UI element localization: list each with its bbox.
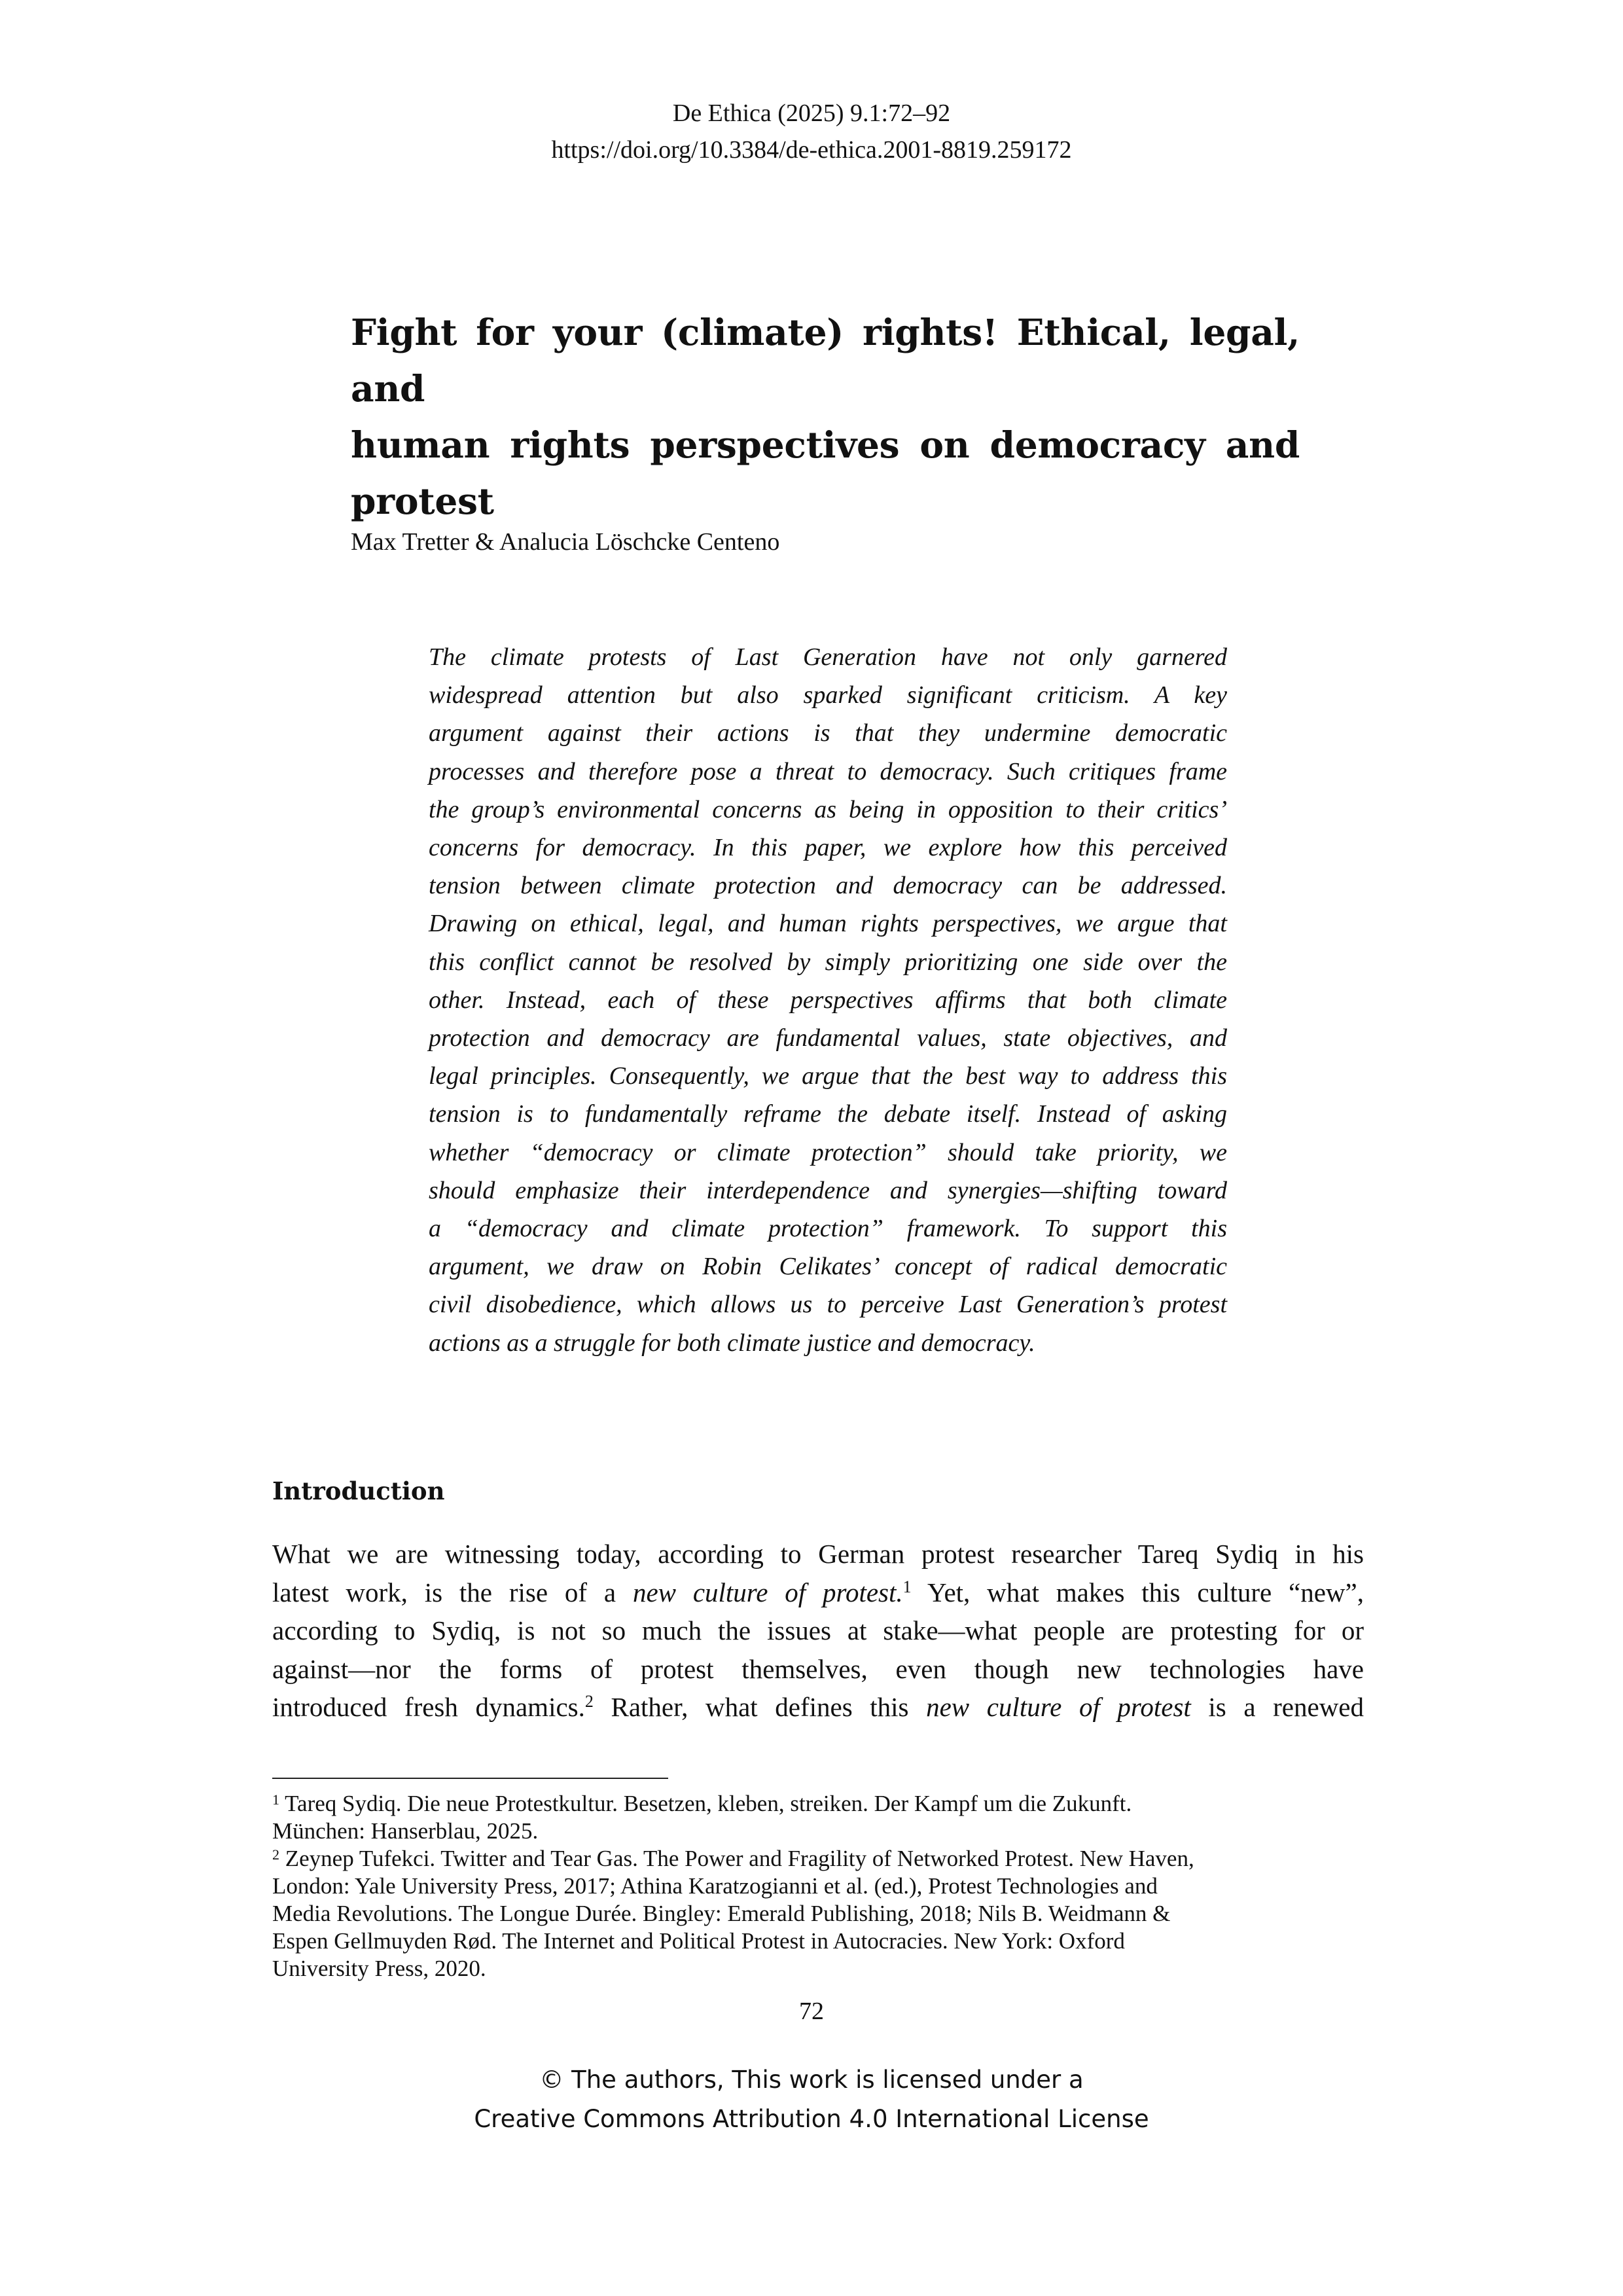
abstract-line: argument against their actions is that they undermine democratic — [429, 719, 1227, 747]
body-fragment: introduced fresh dynamics. — [272, 1692, 585, 1722]
abstract-line: civil disobedience, which allows us to perceive Last Generation’s protest — [429, 1291, 1227, 1319]
abstract-line: tension between climate protection and democracy can be addressed. — [429, 872, 1227, 900]
body-fragment: is a renewed — [1190, 1692, 1364, 1722]
abstract-line: Drawing on ethical, legal, and human rights perspectives, we argue that — [429, 910, 1227, 938]
abstract — [429, 638, 1227, 1362]
abstract-line: the group’s environmental concerns as being in opposition to their critics’ — [429, 795, 1227, 823]
footnote-line: München: Hanserblau, 2025. — [272, 1818, 539, 1844]
body-line — [272, 1688, 1364, 1727]
footnote-line: Media Revolutions. The Longue Durée. Bingley: Emerald Publishing, 2018; Nils B. Weidmann & — [272, 1901, 1171, 1926]
article-title — [351, 304, 1300, 529]
body-fragment: Yet, what makes this culture “new”, — [911, 1577, 1364, 1607]
footnote-2 — [272, 1845, 1364, 1982]
abstract-line: whether “democracy or climate protection” should take priority, we — [429, 1138, 1227, 1166]
footnote-ref[interactable]: 1 — [902, 1577, 912, 1596]
doi-link[interactable]: https://doi.org/10.3384/de-ethica.2001-8819.259172 — [551, 136, 1072, 164]
license-notice — [0, 2060, 1623, 2139]
title-line: Fight for your (climate) rights! Ethical, legal, and — [351, 311, 1300, 410]
abstract-line: legal principles. Consequently, we argue that the best way to address this — [429, 1062, 1227, 1090]
abstract-line: processes and therefore pose a threat to democracy. Such critiques frame — [429, 757, 1227, 785]
footnotes — [272, 1790, 1364, 1982]
abstract-line: should emphasize their interdependence and synergies—shifting toward — [429, 1176, 1227, 1204]
license-line: © The authors, This work is licensed under a — [539, 2066, 1084, 2094]
body-text — [272, 1535, 1364, 1727]
footnote-divider — [272, 1778, 668, 1779]
abstract-line: other. Instead, each of these perspectives affirms that both climate — [429, 986, 1227, 1014]
license-link[interactable]: Creative Commons Attribution 4.0 International License — [474, 2105, 1149, 2133]
abstract-line: concerns for democracy. In this paper, we explore how this perceived — [429, 834, 1227, 862]
footnote-number: 1 — [272, 1791, 279, 1808]
abstract-line: this conflict cannot be resolved by simply prioritizing one side over the — [429, 948, 1227, 976]
footnote-line: University Press, 2020. — [272, 1956, 486, 1981]
footnote-line — [272, 1845, 1364, 1873]
running-header — [0, 95, 1623, 168]
body-fragment: latest work, is the rise of a — [272, 1577, 633, 1607]
footnote-text: Zeynep Tufekci. Twitter and Tear Gas. The Power and Fragility of Networked Protest. New Haven, — [279, 1846, 1194, 1871]
body-line: What we are witnessing today, according to German protest researcher Tareq Sydiq in his — [272, 1539, 1364, 1569]
body-line: against—nor the forms of protest themselves, even though new technologies have — [272, 1653, 1364, 1684]
section-heading: Introduction — [272, 1477, 445, 1505]
title-line: human rights perspectives on democracy and protest — [351, 423, 1300, 522]
footnote-1 — [272, 1790, 1364, 1845]
footnote-text: Tareq Sydiq. Die neue Protestkultur. Besetzen, kleben, streiken. Der Kampf um die Zukunft. — [279, 1791, 1132, 1816]
body-line — [272, 1573, 1364, 1612]
abstract-line: protection and democracy are fundamental values, state objectives, and — [429, 1024, 1227, 1052]
body-emphasis: new culture of protest — [926, 1692, 1191, 1722]
journal-citation: De Ethica (2025) 9.1:72–92 — [672, 99, 951, 127]
abstract-line: actions as a struggle for both climate justice and democracy. — [429, 1329, 1035, 1357]
abstract-line: a “democracy and climate protection” framework. To support this — [429, 1215, 1227, 1243]
body-fragment: Rather, what defines this — [593, 1692, 927, 1722]
abstract-line: The climate protests of Last Generation have not only garnered — [429, 643, 1227, 671]
authors: Max Tretter & Analucia Löschcke Centeno — [351, 528, 780, 556]
footnote-ref[interactable]: 2 — [584, 1692, 594, 1711]
footnote-line: Espen Gellmuyden Rød. The Internet and Political Protest in Autocracies. New York: Oxford — [272, 1928, 1125, 1954]
abstract-line: argument, we draw on Robin Celikates’ concept of radical democratic — [429, 1253, 1227, 1281]
footnote-number: 2 — [272, 1846, 279, 1863]
footnote-line: London: Yale University Press, 2017; Athina Karatzogianni et al. (ed.), Protest Technologies and — [272, 1873, 1158, 1899]
footnote-line — [272, 1790, 1364, 1818]
abstract-line: widespread attention but also sparked significant criticism. A key — [429, 681, 1227, 709]
abstract-line: tension is to fundamentally reframe the debate itself. Instead of asking — [429, 1100, 1227, 1128]
page-number: 72 — [799, 1998, 824, 2025]
body-line: according to Sydiq, is not so much the issues at stake—what people are protesting for or — [272, 1615, 1364, 1645]
body-emphasis: new culture of protest. — [632, 1577, 903, 1607]
